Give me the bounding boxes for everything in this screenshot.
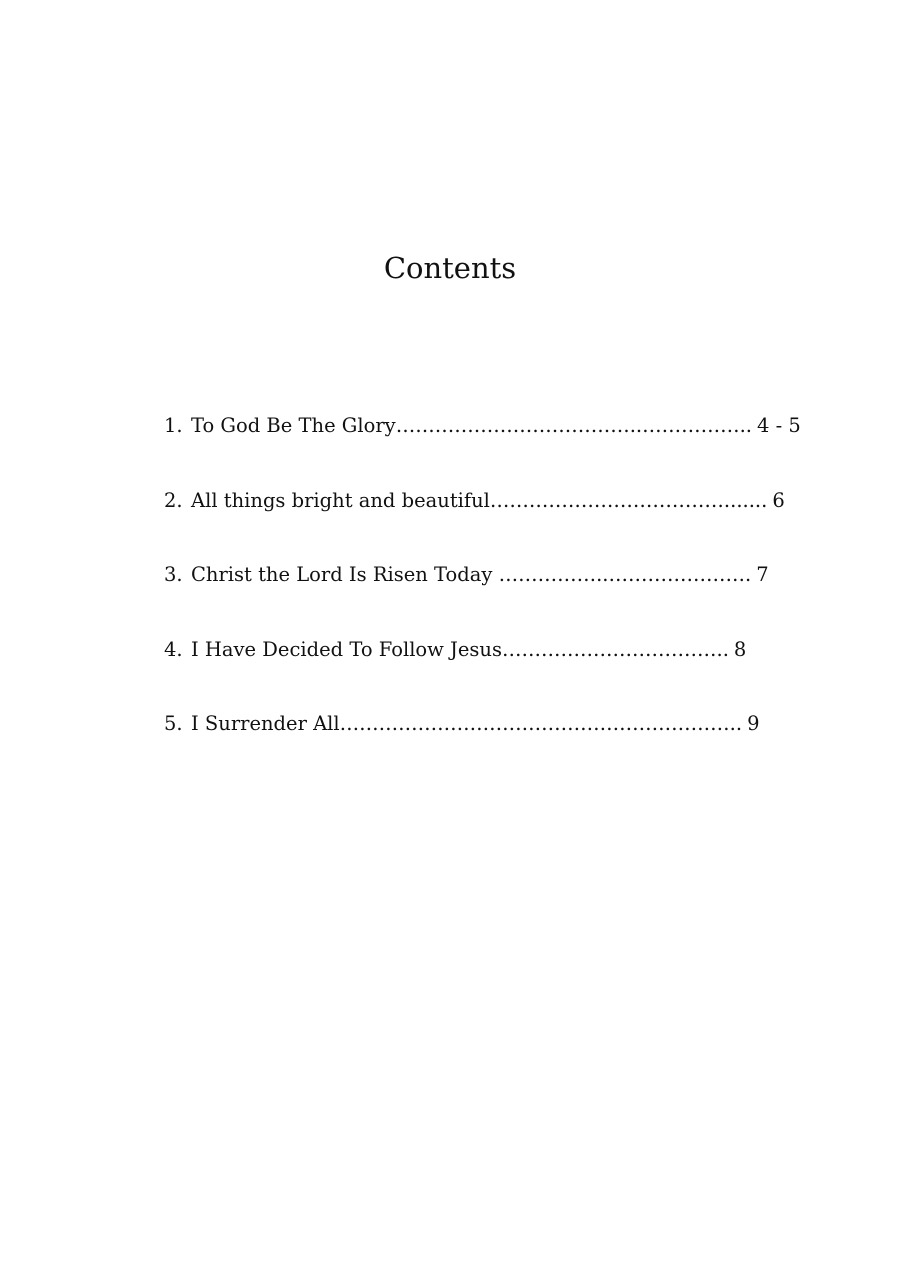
dot-leader: ………………………………....... <box>489 488 768 512</box>
entry-title: To God Be The Glory <box>191 414 396 437</box>
entry-page-number: 9 <box>747 712 760 735</box>
dot-leader: ……………..…………………. <box>498 563 752 586</box>
entry-number: 3. <box>164 563 183 586</box>
entry-title: I Surrender All <box>191 712 340 735</box>
entry-page-number: 6 <box>772 488 785 512</box>
entry-number: 4. <box>164 637 183 661</box>
entry-page-number: 8 <box>733 637 747 661</box>
toc-entry <box>164 487 785 562</box>
entry-title: I Have Decided To Follow Jesus <box>191 637 502 661</box>
toc-entry <box>164 710 764 785</box>
entry-title: All things bright and beautiful <box>191 488 490 512</box>
entry-number: 1. <box>164 414 183 437</box>
entry-number: 5. <box>164 712 183 735</box>
dot-leader: ………………………………..…………….. <box>395 414 752 437</box>
dot-leader: …………………………………………………….. <box>339 712 743 735</box>
entry-page-number: 7 <box>756 563 769 586</box>
entry-title: Christ the Lord Is Risen Today <box>191 563 499 586</box>
toc-entry <box>164 412 801 487</box>
dot-leader: …………………………….. <box>502 637 729 661</box>
table-of-contents <box>164 412 801 785</box>
toc-entry <box>164 561 769 636</box>
toc-entry <box>164 636 764 711</box>
entry-number: 2. <box>164 488 183 512</box>
page-title: Contents <box>383 251 517 285</box>
entry-page-number: 4 - 5 <box>757 414 801 437</box>
